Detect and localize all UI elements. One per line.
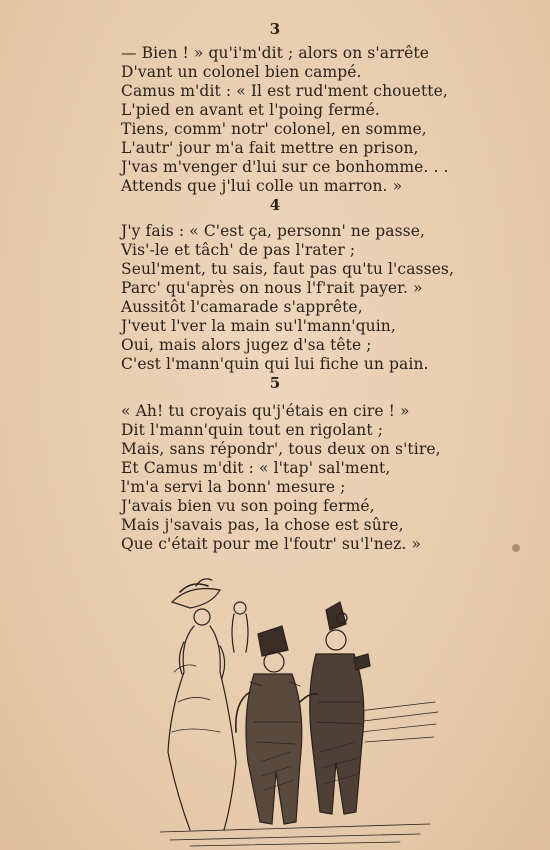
verse-line: « Ah! tu croyais qu'j'étais en cire ! » xyxy=(121,402,410,420)
stanza-3 xyxy=(121,44,449,196)
verse-line: L'autr' jour m'a fait mettre en prison, xyxy=(121,139,419,157)
verse-line: Mais j'savais pas, la chose est sûre, xyxy=(121,516,404,534)
verse-line: Que c'était pour me l'foutr' su'l'nez. » xyxy=(121,535,422,553)
verse-line: Dit l'mann'quin tout en rigolant ; xyxy=(121,421,384,439)
stanza-number: 3 xyxy=(269,20,281,38)
verse-line: Et Camus m'dit : « l'tap' sal'ment, xyxy=(121,459,391,477)
verse-line: L'pied en avant et l'poing fermé. xyxy=(121,101,380,119)
verse-line: l'm'a servi la bonn' mesure ; xyxy=(121,478,346,496)
stanza-4 xyxy=(121,222,454,374)
verse-line: Seul'ment, tu sais, faut pas qu'tu l'casses, xyxy=(121,260,454,278)
verse-line: J'vas m'venger d'lui sur ce bonhomme. . . xyxy=(121,158,449,176)
verse-line: Aussitôt l'camarade s'apprête, xyxy=(121,298,363,316)
verse-line: Parc' qu'après on nous l'f'rait payer. » xyxy=(121,279,423,297)
verse-line: Camus m'dit : « Il est rud'ment chouette, xyxy=(121,82,448,100)
verse-line: J'y fais : « C'est ça, personn' ne passe, xyxy=(121,222,426,240)
ink-stain xyxy=(512,544,520,552)
verse-line: C'est l'mann'quin qui lui fiche un pain. xyxy=(121,355,429,373)
engraving-soldiers-and-lady-icon xyxy=(150,562,440,850)
verse-line: Mais, sans répondr', tous deux on s'tire, xyxy=(121,440,441,458)
verse-line: J'veut l'ver la main su'l'mann'quin, xyxy=(121,317,396,335)
stanza-number: 4 xyxy=(269,196,281,214)
verse-line: Oui, mais alors jugez d'sa tête ; xyxy=(121,336,372,354)
verse-line: J'avais bien vu son poing fermé, xyxy=(121,497,375,515)
verse-line: — Bien ! » qu'i'm'dit ; alors on s'arrête xyxy=(121,44,429,62)
stanza-number: 5 xyxy=(269,374,281,392)
stanza-5 xyxy=(121,402,441,554)
verse-line: Tiens, comm' notr' colonel, en somme, xyxy=(121,120,427,138)
verse-line: Vis'-le et tâch' de pas l'rater ; xyxy=(121,241,356,259)
verse-line: Attends que j'lui colle un marron. » xyxy=(121,177,403,195)
verse-line: D'vant un colonel bien campé. xyxy=(121,63,362,81)
